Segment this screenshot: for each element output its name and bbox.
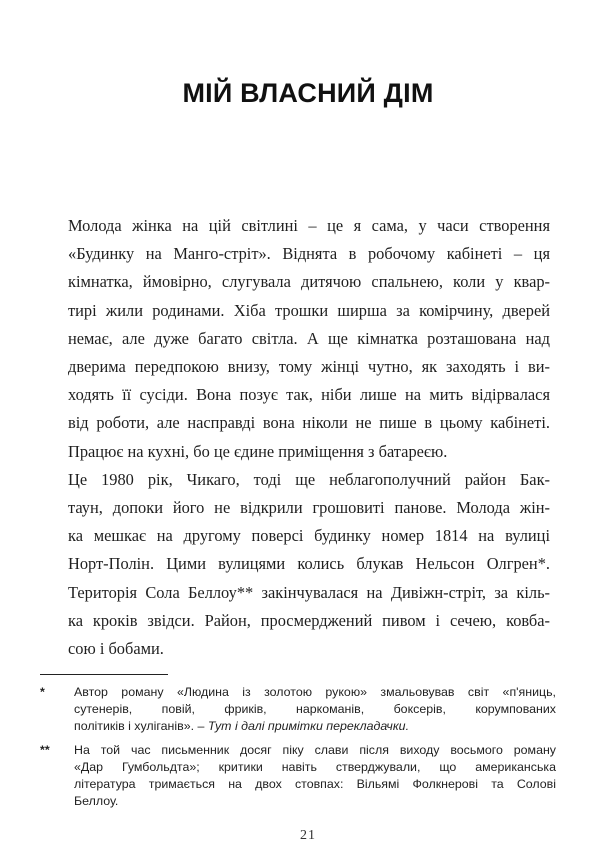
- footnote-text: [74, 742, 556, 811]
- text-line: Молода жінка на цій світлині – це я сама, у часи створення: [68, 216, 550, 235]
- text-line: сою і бобами.: [68, 639, 164, 659]
- text-line: від роботи, але насправді вона ніколи не пише в цьому кабінеті.: [68, 413, 550, 433]
- text-line: ка мешкає на другому поверсі будинку номер 1814 на вулиці: [68, 526, 550, 546]
- text-line: дверима передпокою внизу, тому жінці чутно, як заходять і ви-: [68, 357, 550, 377]
- footnote-line: [74, 718, 556, 735]
- chapter-title: МІЙ ВЛАСНИЙ ДІМ: [182, 78, 434, 109]
- page-number: 21: [300, 828, 316, 843]
- footnote-line-text: політиків і хуліганів». –: [74, 719, 208, 734]
- body-text: [68, 212, 550, 663]
- text-line: немає, але дуже багато світла. А ще кімнатка розташована над: [68, 328, 550, 348]
- translator-credit: Тут і далі примітки перекладачки.: [207, 719, 410, 734]
- footnote-line: «Дар Гумбольдта»; критики навіть стверджували, що американська: [74, 759, 556, 774]
- text-line: Це 1980 рік, Чикаго, тоді ще неблагополучний район Бак-: [68, 469, 550, 489]
- text-line: ходять її сусіди. Вона позує так, ніби лише на мить відірвалася: [68, 385, 550, 405]
- paragraph-2: [68, 466, 550, 663]
- footnote-line: Автор роману «Людина із золотою рукою» змальовував світ «п'яниць,: [74, 685, 556, 699]
- footnote-line: Беллоу.: [74, 794, 119, 809]
- footnote-2: [40, 742, 556, 811]
- text-line: ка кроків звідси. Район, просмерджений пивом і сечею, ковба-: [68, 610, 550, 630]
- text-line: кімнатка, ймовірно, слугувала дитячою спальнею, коли у квар-: [68, 272, 550, 292]
- footnote-divider: [40, 674, 168, 675]
- text-line: Територія Сола Беллоу** закінчувалася на Дивіжн-стріт, за кіль-: [68, 582, 550, 602]
- footnote-line: На той час письменник досяг піку слави після виходу восьмого роману: [74, 742, 556, 757]
- text-line: таун, допоки його не відкрили грошовиті панове. Молода жін-: [68, 498, 550, 518]
- footnote-mark: *: [40, 685, 45, 699]
- footnote-mark: **: [40, 742, 50, 757]
- text-line: Працює на кухні, бо це єдине приміщення з батареєю.: [68, 441, 448, 461]
- footnote-line: сутенерів, повій, фриків, наркоманів, боксерів, корумпованих: [74, 702, 556, 717]
- footnote-line: література тримається на двох стовпах: Вільямі Фолкнерові та Солові: [74, 777, 556, 792]
- footnote-1: [40, 684, 556, 736]
- text-line: тирі жили родинами. Хіба трошки ширша за комірчину, дверей: [68, 300, 550, 320]
- paragraph-1: [68, 212, 550, 466]
- footnote-text: [74, 684, 556, 736]
- text-line: Норт-Полін. Цими вулицями колись блукав Нельсон Олгрен*.: [68, 554, 550, 574]
- text-line: «Будинку на Манго-стріт». Віднята в робочому кабінеті – ця: [68, 244, 550, 264]
- footnotes: [40, 684, 556, 816]
